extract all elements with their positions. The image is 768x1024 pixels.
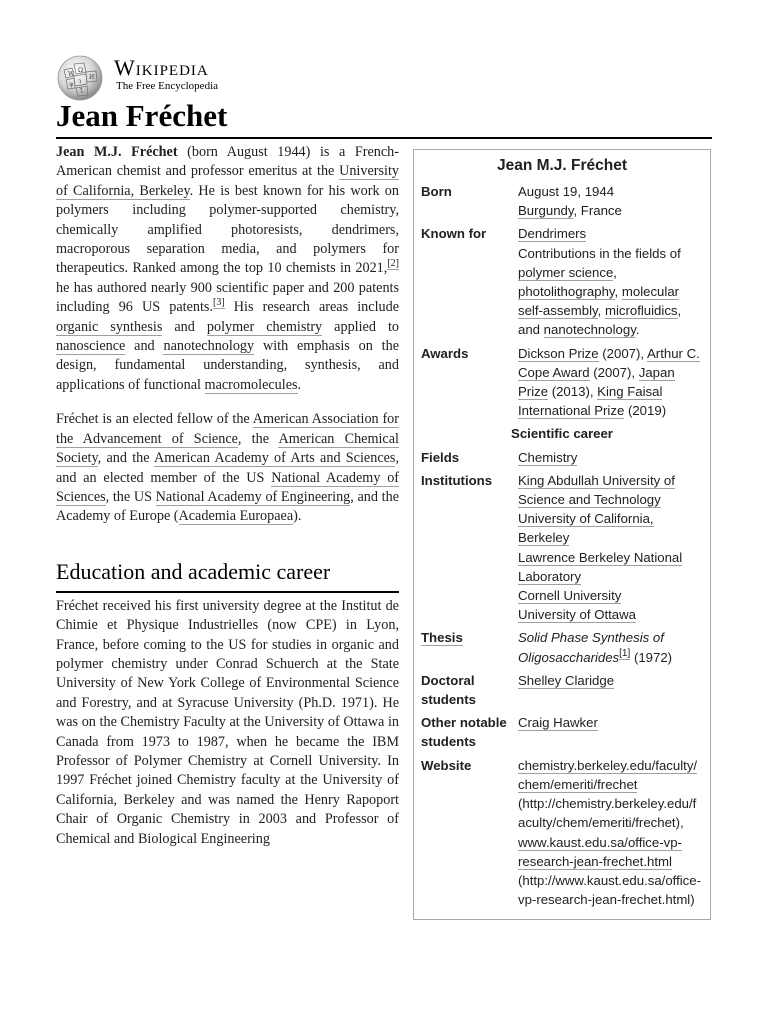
- article-body: [56, 143, 399, 864]
- text: ).: [293, 508, 302, 525]
- text: ,: [679, 815, 684, 831]
- text: , and the Academy of Europe (: [56, 488, 399, 525]
- education-paragraph: Fréchet received his first university degree at the Institut de Chimie et Physique Industrielles (now CPE) in Lyon, France, before coming to the US for studies in organic and polymer chemistry under Conrad Schuerch at the State University of New York College of Environmental Science and Forestry, and at Syracuse University (Ph.D. 1971). He was on the Chemistry Faculty at the University of Ottawa in Canada from 1973 to 1987, when he became the IBM Professor of Polymer Chemistry at Cornell University. In 1997 Fréchet joined Chemistry faculty at the University of California, Berkeley and was named the Henry Rapoport Chair of Organic Chemistry in 2003 and Professor of Chemical and Biological Engineering: [56, 597, 399, 847]
- link-thesis[interactable]: Thesis: [421, 630, 463, 646]
- infobox-row-doctoral: [414, 671, 710, 709]
- page-title: Jean Fréchet: [56, 98, 228, 133]
- infobox: [413, 149, 711, 920]
- svg-text:W: W: [68, 71, 75, 78]
- link-molecular-self-assembly[interactable]: molecular self-assembly: [518, 284, 680, 319]
- link-dendrimers[interactable]: Dendrimers: [518, 226, 587, 242]
- text: , and an elected member of the US: [56, 450, 399, 486]
- text: (1972): [630, 649, 673, 665]
- link-king-faisal-prize[interactable]: King Faisal International Prize: [518, 384, 663, 419]
- infobox-label: Doctoral students: [421, 672, 476, 708]
- text: .: [297, 376, 302, 393]
- text: Fréchet is an elected fellow of the: [56, 411, 253, 428]
- infobox-row-known-for: [414, 224, 710, 339]
- infobox-row-website: [414, 756, 710, 910]
- link-nae[interactable]: National Academy of Engineering: [155, 488, 351, 505]
- svg-text:ψ: ψ: [69, 81, 74, 88]
- link-aaas-arts[interactable]: American Academy of Arts and Sciences: [154, 450, 396, 467]
- text: (2007),: [598, 345, 648, 361]
- infobox-value: [518, 713, 703, 751]
- link-website-berkeley[interactable]: chemistry.berkeley.edu/faculty/chem/emeriti/frechet: [518, 757, 698, 792]
- link-uc-berkeley[interactable]: University of California, Berkeley: [56, 163, 399, 199]
- infobox-subheader: Scientific career: [511, 426, 613, 442]
- link-nanoscience[interactable]: nanoscience: [56, 338, 126, 355]
- text: (http://chemistry.berkeley.edu/faculty/chem/emeriti/frechet): [518, 796, 697, 831]
- subject-name: Jean M.J. Fréchet: [56, 144, 178, 160]
- infobox-label: Other notable students: [421, 715, 507, 750]
- svg-text:Ω: Ω: [78, 67, 83, 74]
- infobox-row-thesis: [414, 628, 710, 666]
- link-japan-prize[interactable]: Japan Prize: [518, 364, 675, 400]
- link-cornell[interactable]: Cornell University: [518, 588, 622, 604]
- svg-text:ว: ว: [78, 78, 82, 85]
- link-shelley-claridge[interactable]: Shelley Claridge: [518, 672, 615, 688]
- thesis-title: Solid Phase Synthesis of Oligosaccharides: [518, 630, 664, 665]
- infobox-title: Jean M.J. Fréchet: [496, 157, 628, 174]
- intro-paragraph: [56, 143, 399, 395]
- text: . He is best known for his work on polymers including polymer-supported chemistry, chemically amplified photoresists, dendrimers, macroporous separation media, and polymers for therapeutics. Ranked among the top 10 chemists in 2021,: [56, 182, 399, 277]
- infobox-value: [518, 182, 703, 220]
- link-nanotechnology[interactable]: nanotechnology: [163, 338, 255, 355]
- infobox-value: [518, 471, 703, 625]
- link-uottawa[interactable]: University of Ottawa: [518, 607, 636, 623]
- link-organic-synthesis[interactable]: organic synthesis: [56, 318, 163, 335]
- text: (2007),: [589, 364, 639, 380]
- link-polymer-chemistry[interactable]: polymer chemistry: [206, 318, 323, 335]
- infobox-value: Dendrimers Contributions in the fields of polymer science, photolithography, molecular self-assembly, microfluidics, and nanotechnology.: [518, 226, 682, 338]
- section-heading: Education and academic career: [56, 558, 331, 584]
- link-aaas[interactable]: American Association for the Advancement of Science: [56, 411, 399, 447]
- text: , and the: [97, 450, 155, 467]
- infobox-row-awards: [414, 344, 710, 421]
- fellowship-paragraph: [56, 410, 399, 526]
- citation-1[interactable]: [1]: [619, 647, 631, 659]
- link-academia-europaea[interactable]: Academia Europaea: [178, 508, 294, 525]
- link-craig-hawker[interactable]: Craig Hawker: [518, 715, 598, 731]
- title-divider: [56, 137, 712, 139]
- link-chemistry[interactable]: Chemistry: [518, 449, 578, 465]
- link-dickson-prize[interactable]: Dickson Prize: [518, 345, 599, 361]
- section-divider: [56, 591, 399, 593]
- infobox-label: Known for: [421, 226, 487, 242]
- infobox-value: [518, 628, 703, 666]
- text: , the: [237, 430, 279, 447]
- link-website-kaust[interactable]: www.kaust.edu.sa/office-vp-research-jean-frechet.html: [518, 834, 682, 869]
- link-microfluidics[interactable]: microfluidics: [604, 303, 678, 319]
- infobox-label: Awards: [421, 345, 469, 361]
- link-nanotechnology-infobox[interactable]: nanotechnology: [543, 322, 636, 338]
- infobox-value: [518, 756, 703, 910]
- text: His research areas include: [224, 299, 399, 316]
- text: (born August 1944) is a French-American chemist and professor emeritus at the: [56, 144, 399, 180]
- infobox-label: [421, 628, 518, 666]
- link-acs[interactable]: American Chemical Society: [56, 430, 399, 467]
- svg-text:И: И: [89, 74, 95, 81]
- infobox-value: [518, 344, 703, 421]
- link-uc-berkeley-infobox[interactable]: University of California, Berkeley: [518, 511, 654, 546]
- infobox-row-born: [414, 182, 710, 220]
- text: with emphasis on the design, fundamental understanding, synthesis, and applications of functional: [56, 338, 399, 393]
- text: and: [162, 318, 207, 335]
- link-burgundy[interactable]: Burgundy: [518, 203, 574, 219]
- text: (2019): [624, 403, 667, 419]
- citation-2[interactable]: [2]: [387, 258, 399, 270]
- wikipedia-tagline: The Free Encyclopedia: [116, 80, 219, 92]
- wikipedia-wordmark[interactable]: Wikipedia: [114, 55, 209, 80]
- link-polymer-science[interactable]: polymer science: [518, 264, 614, 280]
- citation-3[interactable]: [3]: [213, 297, 225, 309]
- birth-date: August 19, 1944: [518, 184, 615, 199]
- text: applied to: [322, 318, 400, 335]
- infobox-value: [518, 448, 703, 467]
- infobox-row-fields: [414, 448, 710, 467]
- text: and: [125, 338, 164, 355]
- text: Contributions in the fields of: [518, 245, 681, 261]
- infobox-value: [518, 671, 703, 709]
- link-macromolecules[interactable]: macromolecules: [204, 376, 298, 393]
- infobox-row-institutions: [414, 471, 710, 625]
- text: he has authored nearly 900 scientific paper and 200 patents including 96 US patents.: [56, 279, 399, 316]
- link-cope-award[interactable]: Arthur C. Cope Award: [518, 345, 700, 380]
- text: , the US: [105, 488, 156, 505]
- text: (2013),: [548, 384, 598, 400]
- link-nas[interactable]: National Academy of Sciences: [56, 469, 400, 505]
- link-photolithography[interactable]: photolithography: [518, 284, 615, 300]
- infobox-label: Fields: [421, 449, 460, 465]
- link-lbnl[interactable]: Lawrence Berkeley National Laboratory: [518, 549, 683, 584]
- link-kaust[interactable]: King Abdullah University of Science and Technology: [518, 472, 675, 508]
- text: (http://www.kaust.edu.sa/office-vp-research-jean-frechet.html): [518, 872, 702, 908]
- svg-text:ไ: ไ: [80, 88, 84, 95]
- infobox-row-other-students: [414, 713, 710, 751]
- infobox-label: Institutions: [421, 472, 493, 488]
- infobox-label: Born: [421, 184, 452, 199]
- text: , France: [573, 203, 622, 219]
- infobox-label: Website: [421, 757, 472, 773]
